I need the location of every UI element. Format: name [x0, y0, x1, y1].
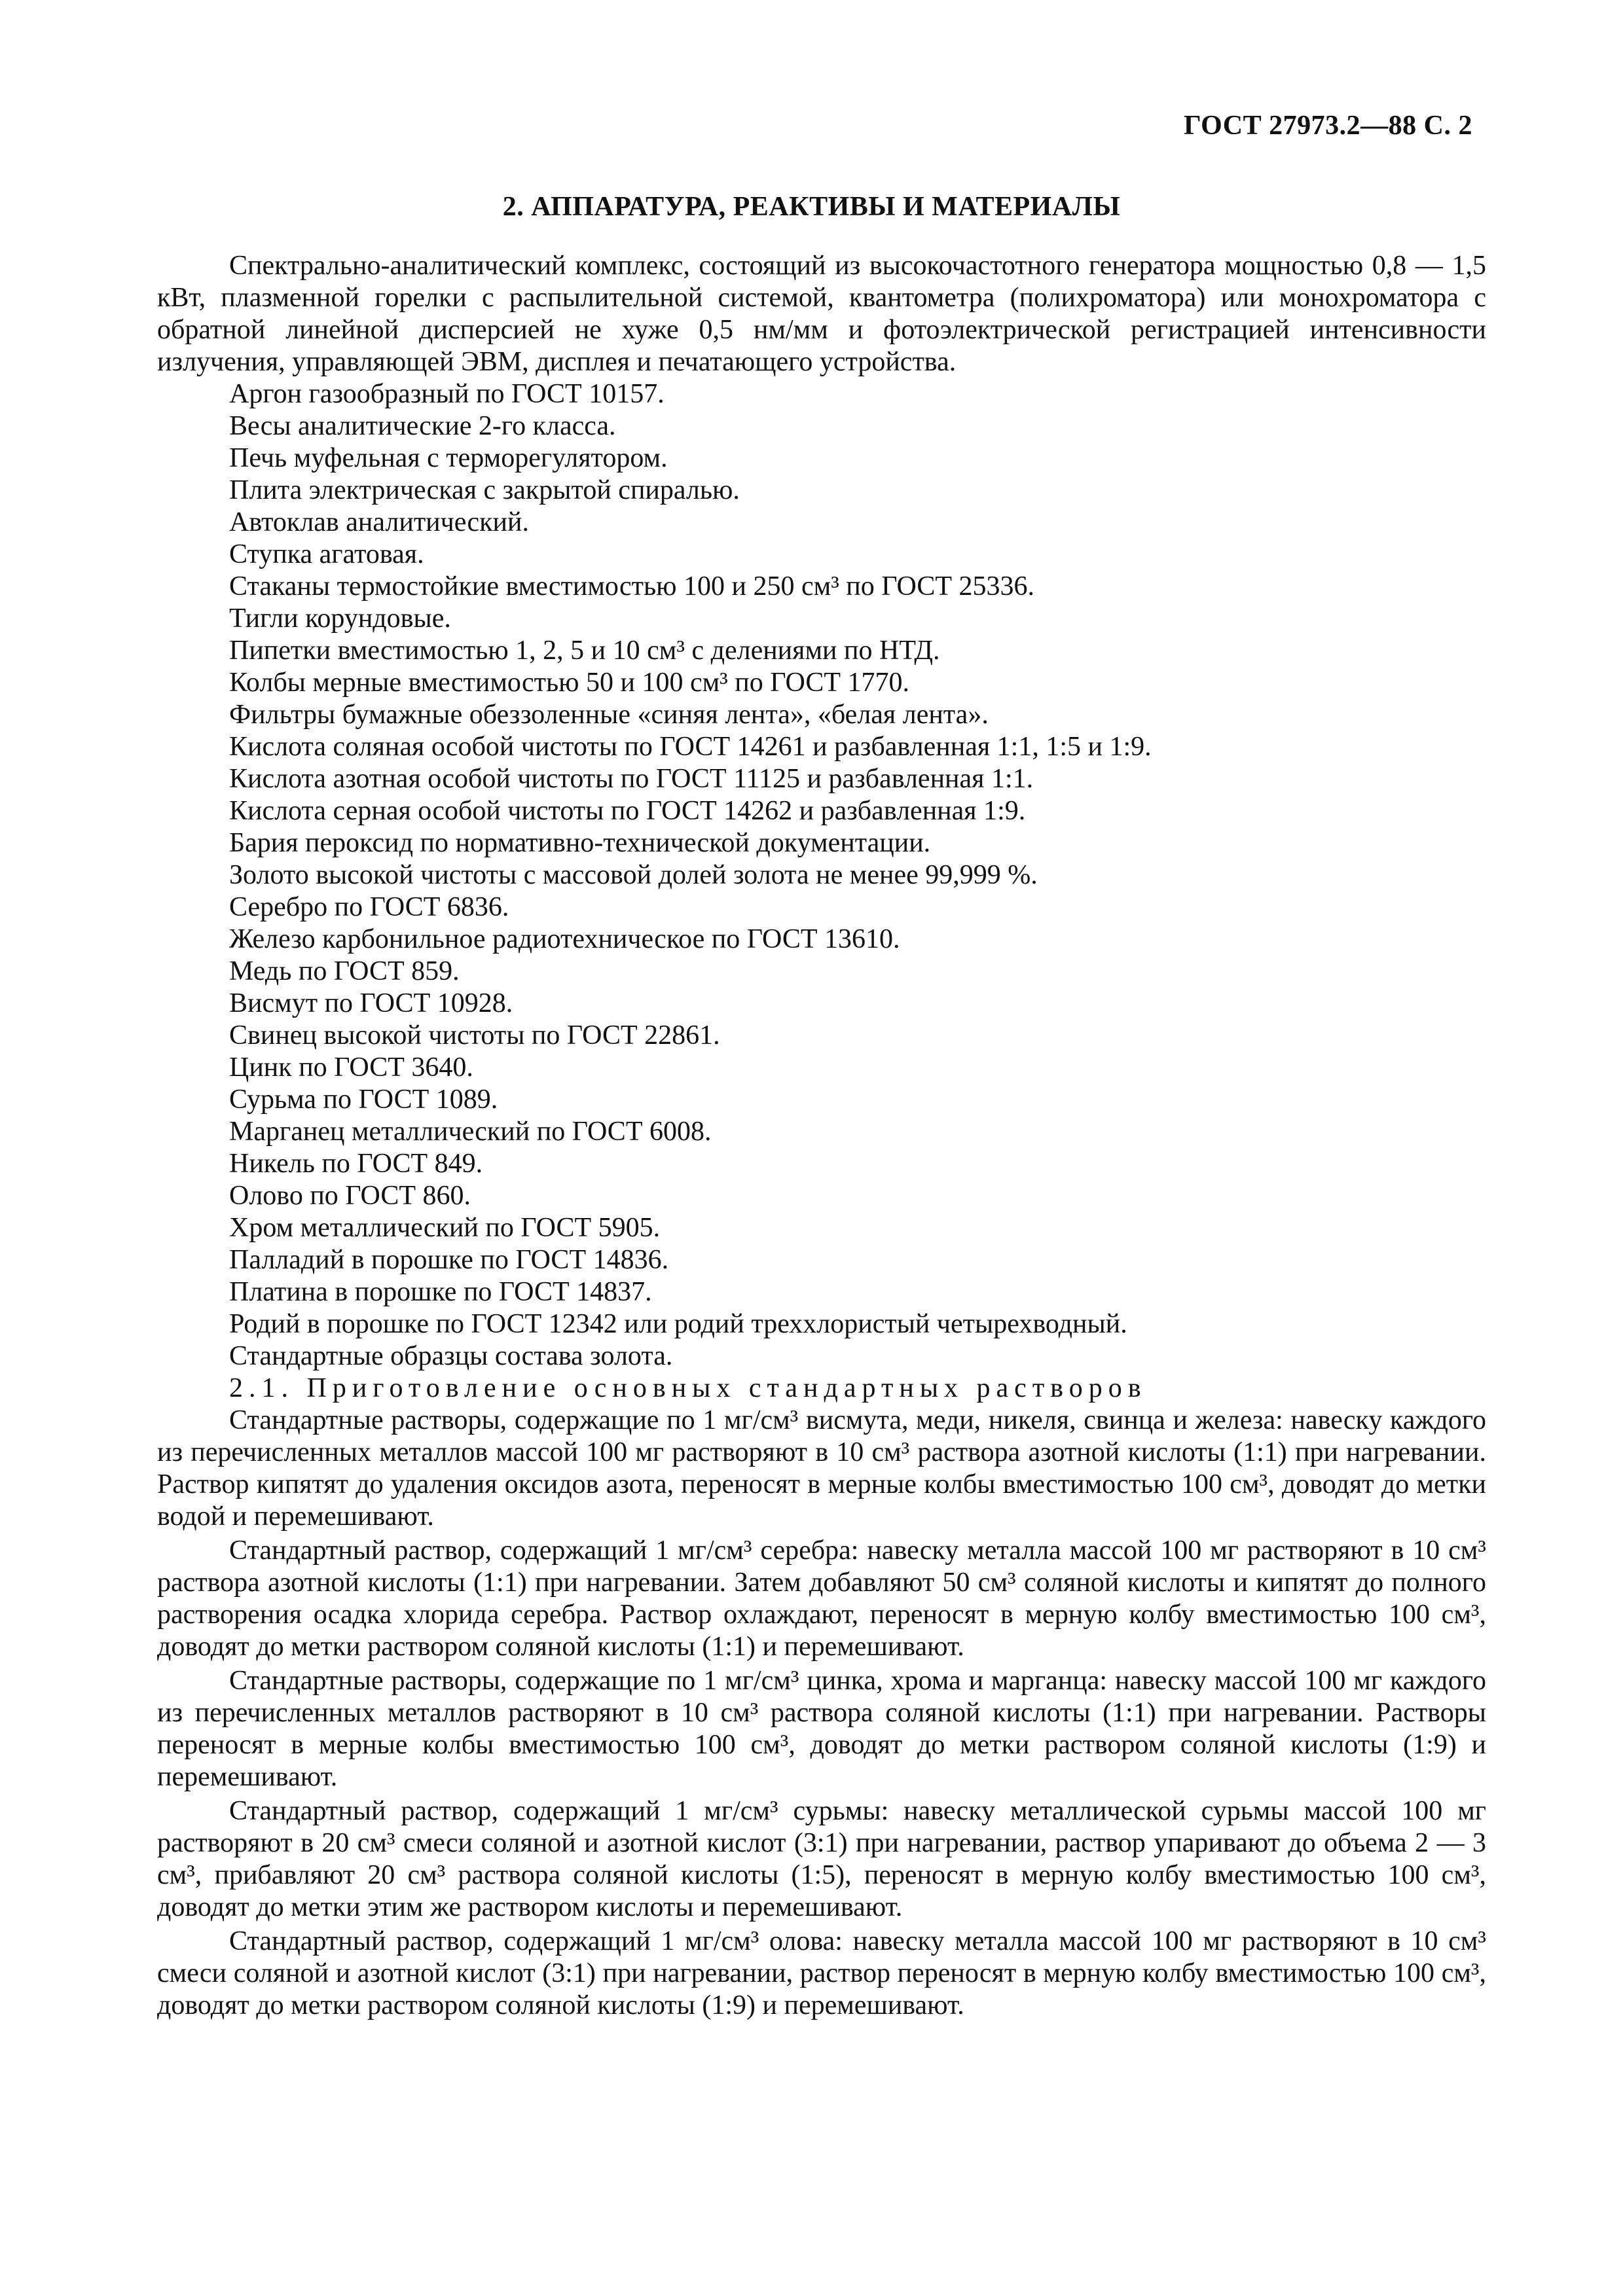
list-item: Кислота соляная особой чистоты по ГОСТ 14261 и разбавленная 1:1, 1:5 и 1:9.: [229, 732, 1152, 762]
list-item: Сурьма по ГОСТ 1089.: [229, 1085, 498, 1115]
section-title: 2. АППАРАТУРА, РЕАКТИВЫ И МАТЕРИАЛЫ: [502, 192, 1121, 222]
list-item: Золото высокой чистоты с массовой долей золота не менее 99,999 %.: [229, 860, 1038, 890]
equipment-intro-paragraph: Спектрально-аналитический комплекс, состоящий из высокочастотного генератора мощностью 0,8 — 1,5 кВт, плазменной горелки с распылительной системой, квантометра (полихроматора) или монохроматора с обратной линейной дисперсией не хуже 0,5 нм/мм и фотоэлектрической регистрацией интенсивности излучения, управляющей ЭВМ, дисплея и печатающего устройства.: [157, 251, 1486, 377]
list-item: Висмут по ГОСТ 10928.: [229, 988, 513, 1018]
list-item: Фильтры бумажные обеззоленные «синяя лента», «белая лента».: [229, 700, 989, 730]
list-item: Стаканы термостойкие вместимостью 100 и 250 см³ по ГОСТ 25336.: [229, 571, 1035, 601]
solution-paragraph: Стандартный раствор, содержащий 1 мг/см³ сурьмы: навеску металлической сурьмы массой 100 мг растворяют в 20 см³ смеси соляной и азотной кислот (3:1) при нагревании, раствор упаривают до объема 2 — 3 см³, прибавляют 20 см³ раствора соляной кислоты (1:5), переносят в мерную колбу вместимостью 100 см³, доводят до метки этим же раствором кислоты и перемешивают.: [157, 1796, 1486, 1922]
list-item: Плита электрическая с закрытой спиралью.: [229, 475, 740, 505]
list-item: Марганец металлический по ГОСТ 6008.: [229, 1117, 712, 1147]
subsection-title: 2.1. Приготовление основных стандартных растворов: [229, 1373, 1147, 1403]
list-item: Железо карбонильное радиотехническое по ГОСТ 13610.: [229, 924, 900, 954]
list-item: Колбы мерные вместимостью 50 и 100 см³ по ГОСТ 1770.: [229, 668, 909, 698]
document-body: [157, 250, 1486, 2024]
list-item: Хром металлический по ГОСТ 5905.: [229, 1213, 661, 1243]
list-item: Кислота азотная особой чистоты по ГОСТ 11125 и разбавленная 1:1.: [229, 764, 1034, 794]
list-item: Весы аналитические 2-го класса.: [229, 411, 616, 441]
solution-paragraph: Стандартный раствор, содержащий 1 мг/см³ серебра: навеску металла массой 100 мг растворяют в 10 см³ раствора азотной кислоты (1:1) при нагревании. Затем добавляют 50 см³ соляной кислоты и кипятят до полного растворения осадка хлорида серебра. Раствор охлаждают, переносят в мерную колбу вместимостью 100 см³, доводят до метки раствором соляной кислоты (1:1) и перемешивают.: [157, 1535, 1486, 1662]
list-item: Ступка агатовая.: [229, 539, 424, 569]
solution-paragraph: Стандартный раствор, содержащий 1 мг/см³ олова: навеску металла массой 100 мг растворяют в 10 см³ смеси соляной и азотной кислот (3:1) при нагревании, раствор переносят в мерную колбу вместимостью 100 см³, доводят до метки раствором соляной кислоты (1:9) и перемешивают.: [157, 1926, 1486, 2020]
list-item: Кислота серная особой чистоты по ГОСТ 14262 и разбавленная 1:9.: [229, 796, 1026, 826]
list-item: Серебро по ГОСТ 6836.: [229, 892, 509, 922]
list-item: Автоклав аналитический.: [229, 507, 529, 537]
list-item: Олово по ГОСТ 860.: [229, 1181, 471, 1211]
list-item: Родий в порошке по ГОСТ 12342 или родий треххлористый четырехводный.: [229, 1309, 1127, 1339]
list-item: Стандартные образцы состава золота.: [229, 1341, 673, 1371]
solution-paragraph: Стандартные растворы, содержащие по 1 мг/см³ цинка, хрома и марганца: навеску массой 100 мг каждого из перечисленных металлов растворяют в 10 см³ раствора соляной кислоты (1:1) при нагревании. Растворы переносят в мерные колбы вместимостью 100 см³, доводят до метки раствором соляной кислоты (1:9) и перемешивают.: [157, 1666, 1486, 1792]
list-item: Медь по ГОСТ 859.: [229, 956, 460, 986]
list-item: Пипетки вместимостью 1, 2, 5 и 10 см³ с делениями по НТД.: [229, 636, 940, 666]
document-reference: ГОСТ 27973.2—88 С. 2: [1183, 111, 1472, 141]
list-item: Аргон газообразный по ГОСТ 10157.: [229, 379, 665, 409]
list-item: Печь муфельная с терморегулятором.: [229, 443, 668, 473]
list-item: Бария пероксид по нормативно-технической документации.: [229, 828, 931, 858]
list-item: Тигли корундовые.: [229, 603, 451, 634]
solution-paragraph: Стандартные растворы, содержащие по 1 мг/см³ висмута, меди, никеля, свинца и железа: навеску каждого из перечисленных металлов массой 100 мг растворяют в 10 см³ раствора азотной кислоты (1:1) при нагревании. Раствор кипятят до удаления оксидов азота, переносят в мерные колбы вместимостью 100 см³, доводят до метки водой и перемешивают.: [157, 1405, 1486, 1532]
list-item: Никель по ГОСТ 849.: [229, 1149, 483, 1179]
materials-list: [157, 378, 1486, 1372]
list-item: Свинец высокой чистоты по ГОСТ 22861.: [229, 1020, 720, 1050]
list-item: Платина в порошке по ГОСТ 14837.: [229, 1277, 652, 1307]
list-item: Цинк по ГОСТ 3640.: [229, 1052, 473, 1083]
list-item: Палладий в порошке по ГОСТ 14836.: [229, 1245, 669, 1275]
